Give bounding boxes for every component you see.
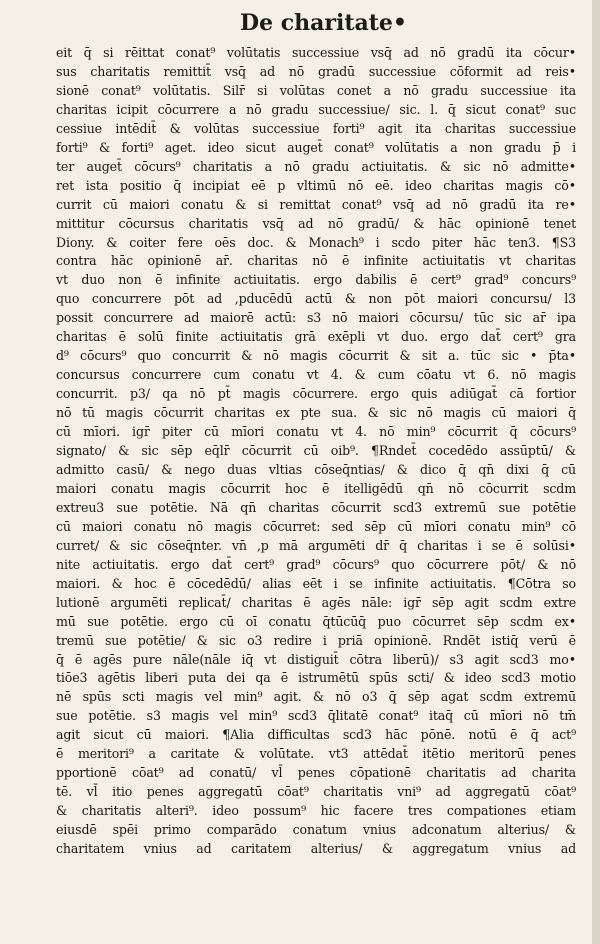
text-line: mū sue potētie. ergo cū oī conatu q̄tūcūq̄ puo cōcurret sēp scdm ex• xyxy=(56,613,576,629)
text-line: concursus concurrere cum conatu vt 4. & cum cōatu vt 6. nō magis xyxy=(56,367,576,383)
text-line: & charitatis alteri⁹. ideo possum⁹ hic facere tres compationes etiam xyxy=(56,803,576,819)
text-line: eiusdē spēi primo comparādo conatum vnius adconatum alterius/ & xyxy=(56,822,576,838)
text-line: sue potētie. s3 magis vel min⁹ scd3 q̄litatē conat⁹ itaq̄ cū mīori nō tm̄ xyxy=(56,708,576,724)
text-line: eit q̄ si rēittat conat⁹ volūtatis successiue vsq̄ ad nō gradū ita cōcur• xyxy=(56,45,576,60)
text-line: possit concurrere ad maiorē actū: s3 nō maiori cōcursu/ tūc sic ar̄ ipa xyxy=(56,310,576,326)
text-line: mittitur cōcursus charitatis vsq̄ ad nō gradū/ & hāc opinionē tenet xyxy=(56,215,576,231)
text-line: quo concurrere pōt ad ,pducēdū actū & non pōt maiori concursu/ l3 xyxy=(56,291,576,307)
text-line: maiori. & hoc ē cōcedēdū/ alias eēt i se infinite actiuitatis. ¶Cōtra so xyxy=(56,575,576,591)
text-line: ret ista positio q̄ incipiat eē p vltimū nō eē. ideo charitas magis cō• xyxy=(56,177,576,193)
text-line: ter auget̄ cōcurs⁹ charitatis a nō gradu actiuitatis. & sic nō admitte• xyxy=(56,158,576,174)
text-line: tiōe3 agētis liberi puta dei qa ē istrumētū spūs scti/ & ideo scd3 motio xyxy=(56,670,576,686)
text-line: admitto casū/ & nego duas vltias cōseq̄ntias/ & dico q̄ qn̄ dixi q̄ cū xyxy=(56,461,576,477)
text-line: vt duo non ē infinite actiuitatis. ergo dabilis ē cert⁹ grad⁹ concurs⁹ xyxy=(56,272,576,288)
text-line: tremū sue potētie/ & sic o3 redire i priā opinionē. Rndēt istiq̄ verū ē xyxy=(56,632,576,648)
text-line: charitas icipit cōcurrere a nō gradu successiue/ sic. l. q̄ sicut conat⁹ suc xyxy=(56,101,576,117)
text-line: nē spūs scti magis vel min⁹ agit. & nō o3 q̄ sēp agat scdm extremū xyxy=(56,689,576,705)
text-line: charitas ē solū finite actiuitatis grā exēpli vt duo. ergo dat̄ cert⁹ gra xyxy=(56,329,576,345)
text-line: maiori conatu magis cōcurrit hoc ē itelligēdū qn̄ nō cōcurrit scdm xyxy=(56,480,576,496)
text-line: extreu3 sue potētie. Nā qn̄ charitas cōcurrit scd3 extremū sue potētie xyxy=(56,499,576,515)
text-line: ē meritori⁹ a caritate & volūtate. vt3 attēdat̄ itētio meritorū penes xyxy=(56,746,576,762)
text-line: cū mīori. igr̄ piter cū mīori conatu vt 4. nō min⁹ cōcurrit q̄ cōcurs⁹ xyxy=(56,424,576,440)
text-line: sionē conat⁹ volūtatis. Silr̄ si volūtas conet a nō gradu successiue ita xyxy=(56,82,576,98)
text-line: sus charitatis remittit̄ vsq̄ ad nō gradū successiue cōformit ad reis• xyxy=(56,63,576,79)
page-edge xyxy=(592,0,600,944)
text-line: pportionē cōat⁹ ad conatū/ vl̄ penes cōpationē charitatis ad charita xyxy=(56,765,576,781)
text-line: curret/ & sic cōseq̄nter. vn̄ ,p mā argumēti dr̄ q̄ charitas i se ē solūsi• xyxy=(56,537,576,553)
text-line: cessiue intēdit̄ & volūtas successiue forti⁹ agit ita charitas successiue xyxy=(56,120,576,136)
text-line: forti⁹ & forti⁹ aget. ideo sicut auget̄ conat⁹ volūtatis a non gradu p̄ i xyxy=(56,139,576,155)
page-title: De charitate• xyxy=(240,10,407,36)
text-line: lutionē argumēti replicat̄/ charitas ē agēs nāle: igr̄ sēp agit scdm extre xyxy=(56,594,576,610)
text-line: agit sicut cū maiori. ¶Alia difficultas scd3 hāc pōnē. notū ē q̄ act⁹ xyxy=(56,727,576,743)
text-line: d⁹ cōcurs⁹ quo concurrit & nō magis cōcurrit & sit a. tūc sic • p̄ta• xyxy=(56,348,576,364)
text-line: currit cū maiori conatu & si remittat conat⁹ vsq̄ ad nō gradū ita re• xyxy=(56,196,576,212)
text-line: concurrit. p3/ qa nō pt̄ magis cōcurrere. ergo quis adiūgat̄ cā fortior xyxy=(56,386,576,402)
text-line: contra hāc opinionē ar̄. charitas nō ē infinite actiuitatis vt charitas xyxy=(56,253,576,269)
text-line: tē. vl̄ itio penes aggregatū cōat⁹ charitatis vni⁹ ad aggregatū cōat⁹ xyxy=(56,784,576,800)
text-line: Diony. & coiter fere oēs doc. & Monach⁹ i scdo piter hāc ten3. ¶S3 xyxy=(56,234,576,250)
text-line: nite actiuitatis. ergo dat̄ cert⁹ grad⁹ cōcurs⁹ quo cōcurrere pōt/ & nō xyxy=(56,556,576,572)
text-line: signato/ & sic sēp eq̄lr̄ cōcurrit cū oib⁹. ¶Rndet̄ cocedēdo assūptū/ & xyxy=(56,443,576,459)
text-line: cū maiori conatu nō magis cōcurret: sed sēp cū mīori conatu min⁹ cō xyxy=(56,518,576,534)
text-line: nō tū magis cōcurrit charitas ex pte sua. & sic nō magis cū maiori q̄ xyxy=(56,405,576,421)
text-line: q̄ ē agēs pure nāle(nāle iq̄ vt distiguit̄ cōtra liberū)/ s3 agit scd3 mo• xyxy=(56,651,576,667)
text-line: charitatem vnius ad caritatem alterius/ & aggregatum vnius ad xyxy=(56,841,576,857)
text-body xyxy=(56,44,576,859)
